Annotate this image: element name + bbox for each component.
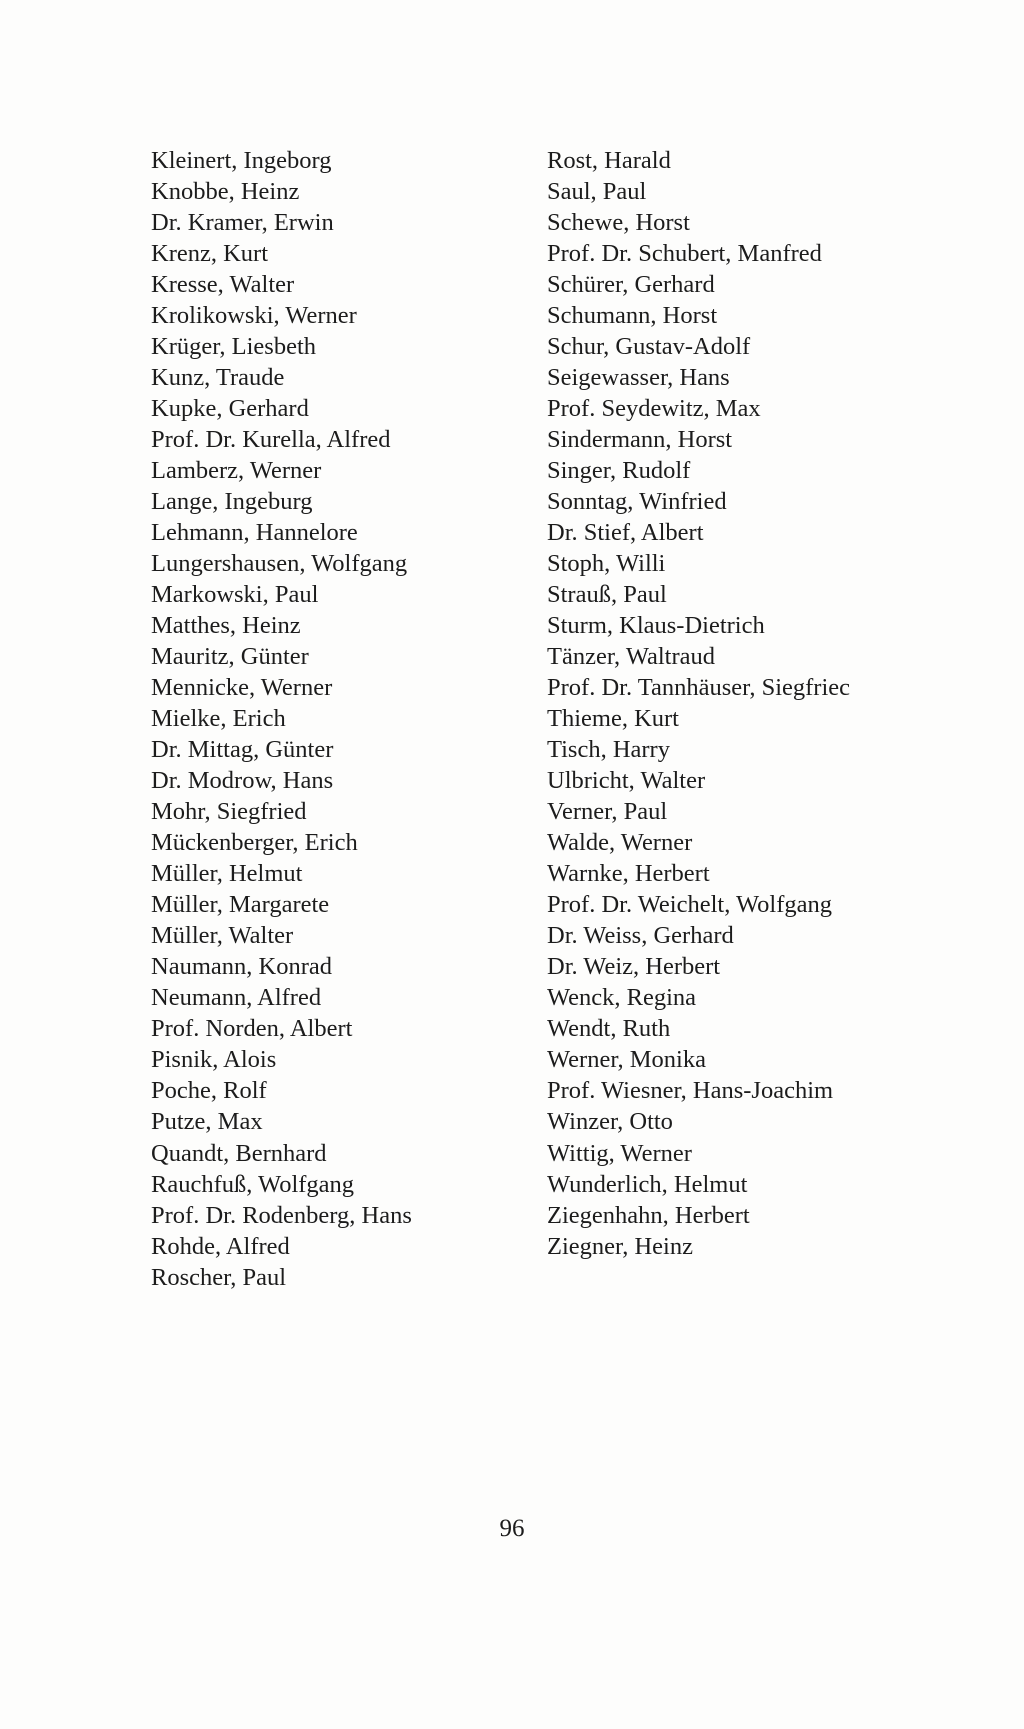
name-list-left — [151, 145, 521, 1293]
name-entry: Dr. Modrow, Hans — [151, 767, 334, 795]
name-entry: Dr. Kramer, Erwin — [151, 209, 334, 237]
name-entry: Dr. Stief, Albert — [547, 519, 704, 547]
name-entry: Mückenberger, Erich — [151, 829, 358, 857]
name-entry: Kunz, Traude — [151, 364, 285, 392]
name-entry: Wenck, Regina — [547, 984, 697, 1012]
name-entry: Prof. Dr. Schubert, Manfred — [547, 240, 822, 268]
name-entry: Sindermann, Horst — [547, 426, 733, 454]
name-entry: Wendt, Ruth — [547, 1015, 671, 1043]
name-entry: Mohr, Siegfried — [151, 798, 307, 826]
name-entry: Kleinert, Ingeborg — [151, 147, 332, 174]
name-entry: Matthes, Heinz — [151, 612, 301, 640]
name-entry: Kupke, Gerhard — [151, 395, 309, 423]
name-entry: Pisnik, Alois — [151, 1046, 277, 1074]
name-entry: Mauritz, Günter — [151, 643, 309, 671]
name-entry: Müller, Helmut — [151, 860, 303, 888]
name-entry: Krenz, Kurt — [151, 240, 269, 268]
name-entry: Dr. Weiss, Gerhard — [547, 922, 734, 950]
name-entry: Schürer, Gerhard — [547, 271, 715, 299]
name-entry: Ziegenhahn, Herbert — [547, 1201, 750, 1229]
name-entry: Neumann, Alfred — [151, 984, 322, 1012]
name-entry: Stoph, Willi — [547, 550, 666, 578]
name-entry: Roscher, Paul — [151, 1263, 287, 1291]
name-entry: Lamberz, Werner — [151, 457, 322, 485]
name-entry: Mielke, Erich — [151, 705, 286, 733]
name-entry: Tänzer, Waltraud — [547, 643, 716, 671]
name-entry: Prof. Dr. Weichelt, Wolfgang — [547, 891, 833, 919]
name-entry: Singer, Rudolf — [547, 457, 691, 485]
name-entry: Thieme, Kurt — [547, 705, 679, 733]
name-entry: Strauß, Paul — [547, 581, 667, 609]
name-entry: Lungershausen, Wolfgang — [151, 550, 408, 578]
name-entry: Tisch, Harry — [547, 736, 670, 764]
name-entry: Lehmann, Hannelore — [151, 519, 358, 547]
name-entry: Krolikowski, Werner — [151, 302, 357, 330]
name-entry: Werner, Monika — [547, 1046, 706, 1074]
name-entry: Putze, Max — [151, 1108, 263, 1136]
page-number: 96 — [499, 1515, 525, 1542]
name-entry: Sonntag, Winfried — [547, 488, 727, 516]
name-entry: Winzer, Otto — [547, 1108, 673, 1136]
name-entry: Quandt, Bernhard — [151, 1139, 327, 1167]
name-entry: Dr. Mittag, Günter — [151, 736, 334, 764]
name-entry: Prof. Seydewitz, Max — [547, 395, 761, 423]
name-entry: Wunderlich, Helmut — [547, 1170, 748, 1198]
name-entry: Müller, Margarete — [151, 891, 330, 919]
name-entry: Walde, Werner — [547, 829, 693, 857]
name-entry: Rauchfuß, Wolfgang — [151, 1170, 355, 1198]
name-entry: Saul, Paul — [547, 178, 647, 206]
name-entry: Warnke, Herbert — [547, 860, 710, 888]
name-entry: Markowski, Paul — [151, 581, 319, 609]
name-entry: Rost, Harald — [547, 147, 671, 174]
name-entry: Dr. Weiz, Herbert — [547, 953, 721, 981]
name-entry: Schur, Gustav-Adolf — [547, 333, 751, 361]
name-entry: Kresse, Walter — [151, 271, 295, 299]
name-entry: Krüger, Liesbeth — [151, 333, 317, 361]
name-entry: Mennicke, Werner — [151, 674, 333, 702]
name-entry: Ulbricht, Walter — [547, 767, 706, 795]
name-entry: Prof. Dr. Tannhäuser, Siegfriec — [547, 674, 851, 702]
name-entry: Knobbe, Heinz — [151, 178, 300, 206]
name-entry: Prof. Dr. Kurella, Alfred — [151, 426, 391, 454]
name-list-right — [547, 145, 907, 1262]
name-entry: Lange, Ingeburg — [151, 488, 313, 516]
name-entry: Müller, Walter — [151, 922, 294, 950]
name-entry: Seigewasser, Hans — [547, 364, 730, 392]
name-entry: Prof. Norden, Albert — [151, 1015, 353, 1043]
name-entry: Schewe, Horst — [547, 209, 690, 237]
name-entry: Schumann, Horst — [547, 302, 718, 330]
name-entry: Rohde, Alfred — [151, 1232, 290, 1260]
name-entry: Wittig, Werner — [547, 1139, 692, 1167]
name-entry: Ziegner, Heinz — [547, 1232, 693, 1260]
name-entry: Poche, Rolf — [151, 1077, 267, 1105]
name-entry: Prof. Dr. Rodenberg, Hans — [151, 1201, 412, 1229]
name-entry: Verner, Paul — [547, 798, 668, 826]
name-entry: Prof. Wiesner, Hans-Joachim — [547, 1077, 834, 1105]
name-entry: Naumann, Konrad — [151, 953, 332, 981]
name-entry: Sturm, Klaus-Dietrich — [547, 612, 765, 640]
